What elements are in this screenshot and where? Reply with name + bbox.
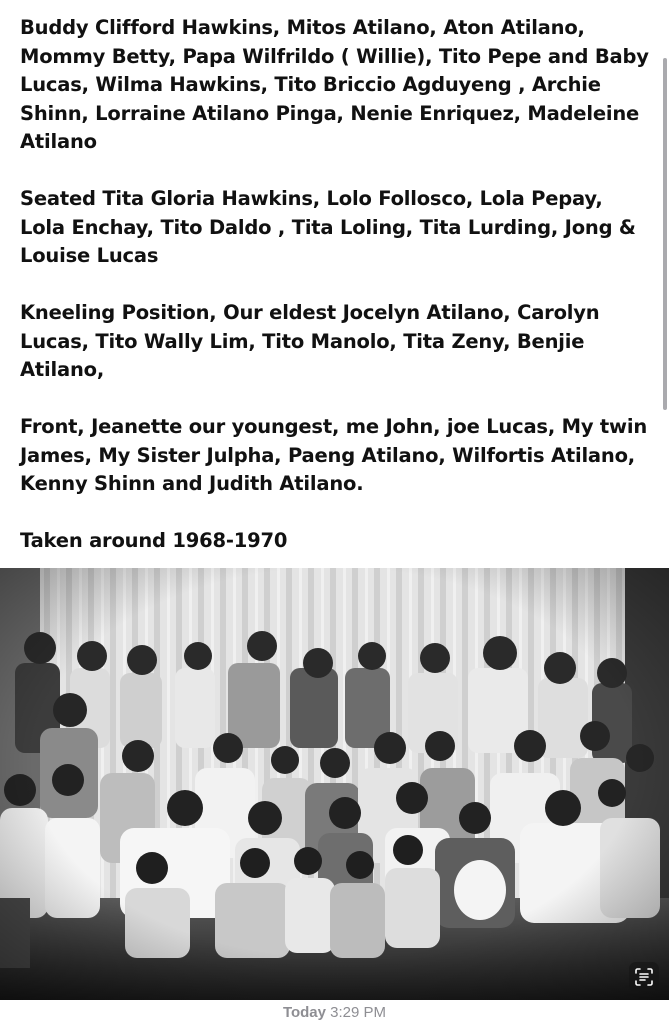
- caption-paragraph-standing: Buddy Clifford Hawkins, Mitos Atilano, Aton Atilano, Mommy Betty, Papa Wilfrildo ( Willie), Tito Pepe and Baby Lucas, Wilma Hawkins, Tito Briccio Agduyeng , Archie Shinn, Lorraine Atilano Pinga, Nenie Enriquez, Madeleine Atilano: [20, 16, 649, 153]
- timestamp-day: Today: [282, 1004, 326, 1021]
- caption-paragraph-front: Front, Jeanette our youngest, me John, joe Lucas, My twin James, My Sister Julpha, Paeng Atilano, Wilfortis Atilano, Kenny Shinn and Judith Atilano.: [20, 415, 648, 495]
- message-timestamp: [0, 1003, 669, 1023]
- family-photo-image: [0, 568, 669, 1000]
- timestamp-time: 3:29 PM: [330, 1004, 387, 1021]
- caption-paragraph-kneeling: Kneeling Position, Our eldest Jocelyn Atilano, Carolyn Lucas, Tito Wally Lim, Tito Manolo, Tita Zeny, Benjie Atilano,: [20, 301, 600, 381]
- live-text-icon: [635, 968, 653, 986]
- message-caption: [20, 14, 650, 556]
- caption-paragraph-seated: Seated Tita Gloria Hawkins, Lolo Follosco, Lola Pepay, Lola Enchay, Tito Daldo , Tita Loling, Tita Lurding, Jong & Louise Lucas: [20, 187, 636, 267]
- family-photo[interactable]: [0, 568, 669, 1000]
- live-text-button[interactable]: [629, 962, 659, 992]
- scrollbar[interactable]: [663, 58, 667, 410]
- caption-paragraph-date: Taken around 1968-1970: [20, 529, 288, 552]
